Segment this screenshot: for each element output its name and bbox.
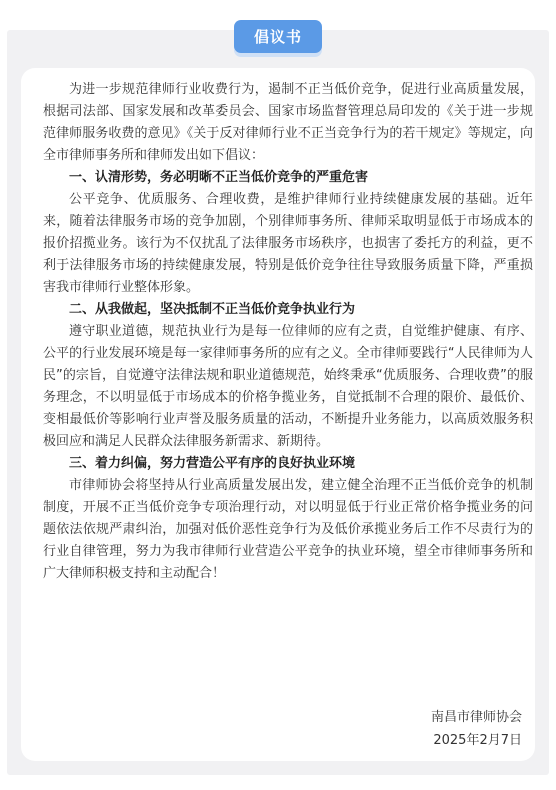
section-heading-2: 二、从我做起，坚决抵制不正当低价竞争执业行为 (69, 302, 356, 317)
intro-paragraph: 为进一步规范律师行业收费行为，遏制不正当低价竞争，促进行业高质量发展，根据司法部、国家发展和改革委员会、国家市场监督管理总局印发的《关于进一步规范律师服务收费的意见》《关于反对律师行业不正当竞争行为的若干规定》等规定，向全市律师事务所和律师发出如下倡议： (43, 82, 533, 163)
section-heading-3: 三、着力纠偏，努力营造公平有序的良好执业环境 (69, 456, 356, 471)
signature-date: 2025年2月7日 (433, 733, 522, 748)
document-title: 倡议书 (253, 28, 302, 46)
signature-block (431, 706, 522, 752)
section-heading-1: 一、认清形势，务必明晰不正当低价竞争的严重危害 (69, 170, 369, 185)
section-paragraph-2: 遵守职业道德，规范执业行为是每一位律师的应有之责，自觉维护健康、有序、公平的行业发展环境是每一家律师事务所的应有之义。全市律师要践行“人民律师为人民”的宗旨，自觉遵守法律法规和职业道德规范，始终秉承“优质服务、合理收费”的服务理念，不以明显低于市场成本的价格争揽业务，自觉抵制不合理的限价、最低价、变相最低价等影响行业声誉及服务质量的活动，不断提升业务能力，以高质效服务积极回应和满足人民群众法律服务新需求、新期待。 (43, 324, 533, 449)
document-body (43, 79, 533, 585)
section-paragraph-3: 市律师协会将坚持从行业高质量发展出发，建立健全治理不正当低价竞争的机制制度，开展不正当低价竞争专项治理行动，对以明显低于行业正常价格争揽业务的问题依法依规严肃纠治，加强对低价恶性竞争行为及低价承揽业务后工作不尽责行为的行业自律管理，努力为我市律师行业营造公平竞争的执业环境，望全市律师事务所和广大律师积极支持和主动配合！ (43, 478, 533, 581)
title-badge (234, 20, 322, 53)
signature-org: 南昌市律师协会 (430, 710, 522, 725)
section-paragraph-1: 公平竞争、优质服务、合理收费，是维护律师行业持续健康发展的基础。近年来，随着法律服务市场的竞争加剧，个别律师事务所、律师采取明显低于市场成本的报价招揽业务。该行为不仅扰乱了法律服务市场秩序，也损害了委托方的利益，更不利于法律服务市场的持续健康发展，特别是低价竞争往往导致服务质量下降，严重损害我市律师行业整体形象。 (43, 192, 533, 295)
